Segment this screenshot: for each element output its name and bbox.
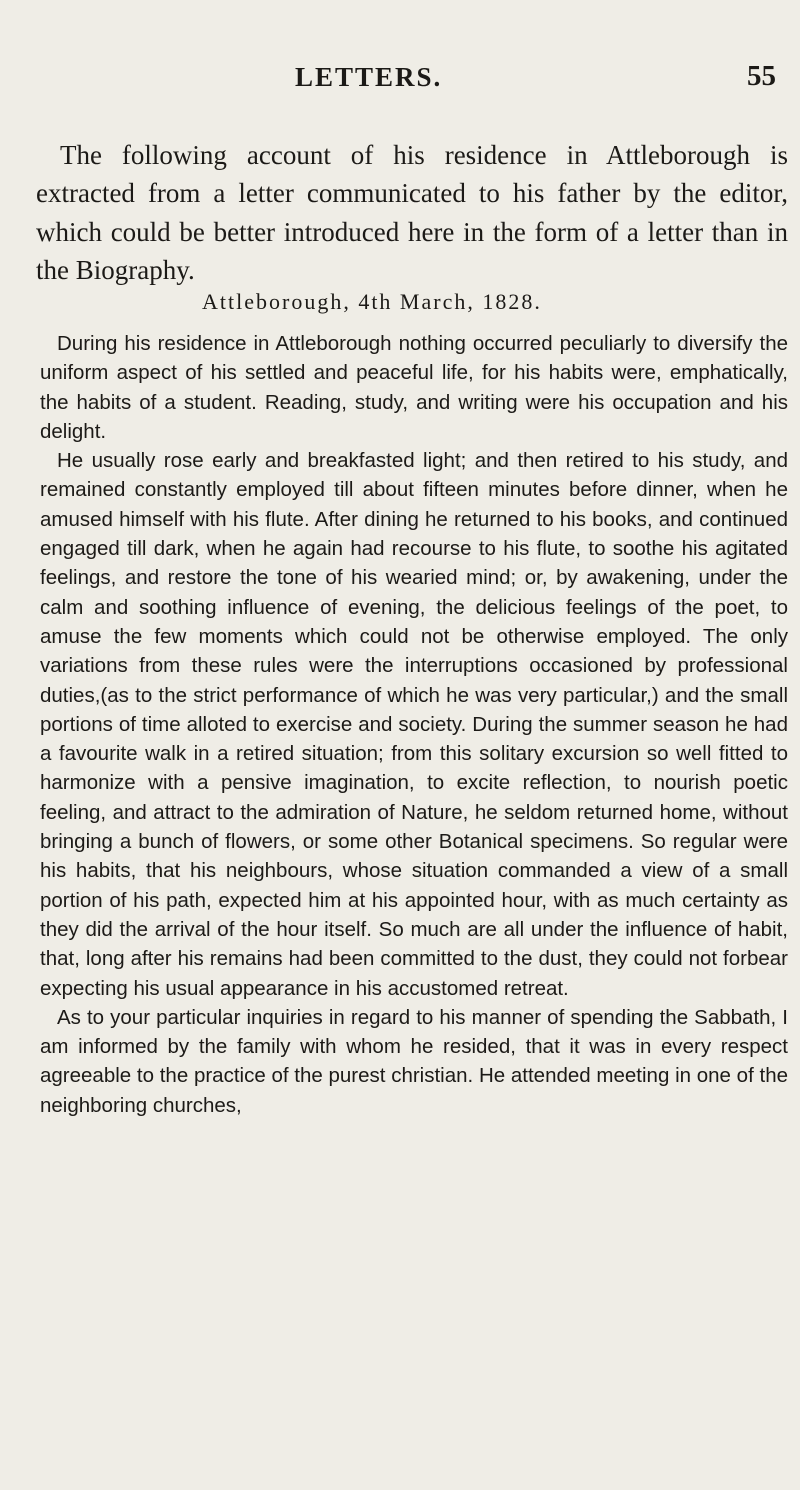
page-number: 55 — [747, 60, 776, 92]
letter-paragraph: As to your particular inquiries in regard to his manner of spending the Sabbath, I am informed by the family with whom he resided, that it was in every respect agreeable to the practice of the purest christian. He attended meeting in one of the neighboring churches, — [40, 1005, 788, 1117]
dateline-text: Attleborough, 4th March, 1828. — [202, 289, 542, 314]
letter-paragraph: During his residence in Attleborough nothing occurred peculiarly to diversify the uniform aspect of his settled and peaceful life, for his habits were, emphatically, the habits of a student. Reading, study, and writing were his occupation and his delight. — [40, 332, 788, 443]
intro-paragraph — [36, 136, 788, 289]
running-title: LETTERS. — [295, 62, 443, 92]
running-head — [0, 60, 800, 100]
letter-paragraph: He usually rose early and breakfasted light; and then retired to his study, and remained constantly employed till about fifteen minutes before dinner, when he amused himself with his flute. After dining he returned to his books, and continued engaged till dark, when he again had recourse to his flute, to soothe his agitated feelings, and restore the tone of his wearied mind; or, by awakening, under the calm and soothing influence of evening, the delicious feelings of the poet, to amuse the few moments which could not be otherwise employed. The only variations from these rules were the interruptions occasioned by professional duties,(as to the strict performance of which he was very particular,) and the small portions of time alloted to exercise and society. During the summer season he had a favourite walk in a retired situation; from this solitary excursion so well fitted to harmonize with a pensive imagination, to excite reflection, to nourish poetic feeling, and attract to the admiration of Nature, he seldom returned home, without bringing a bunch of flowers, or some other Botanical specimens. So regular were his habits, that his neighbours, whose situation commanded a view of a small portion of his path, expected him at his appointed hour, with as much certainty as they did the arrival of the hour itself. So much are all under the influence of habit, that, long after his remains had been committed to the dust, they could not forbear expecting his usual appearance in his accustomed retreat. — [40, 449, 788, 1000]
letter-body — [40, 329, 788, 1120]
intro-text: The following account of his residence in Attleborough is extracted from a letter communicated to his father by the editor, which could be better introduced here in the form of a letter than in the Biography. — [36, 140, 788, 285]
